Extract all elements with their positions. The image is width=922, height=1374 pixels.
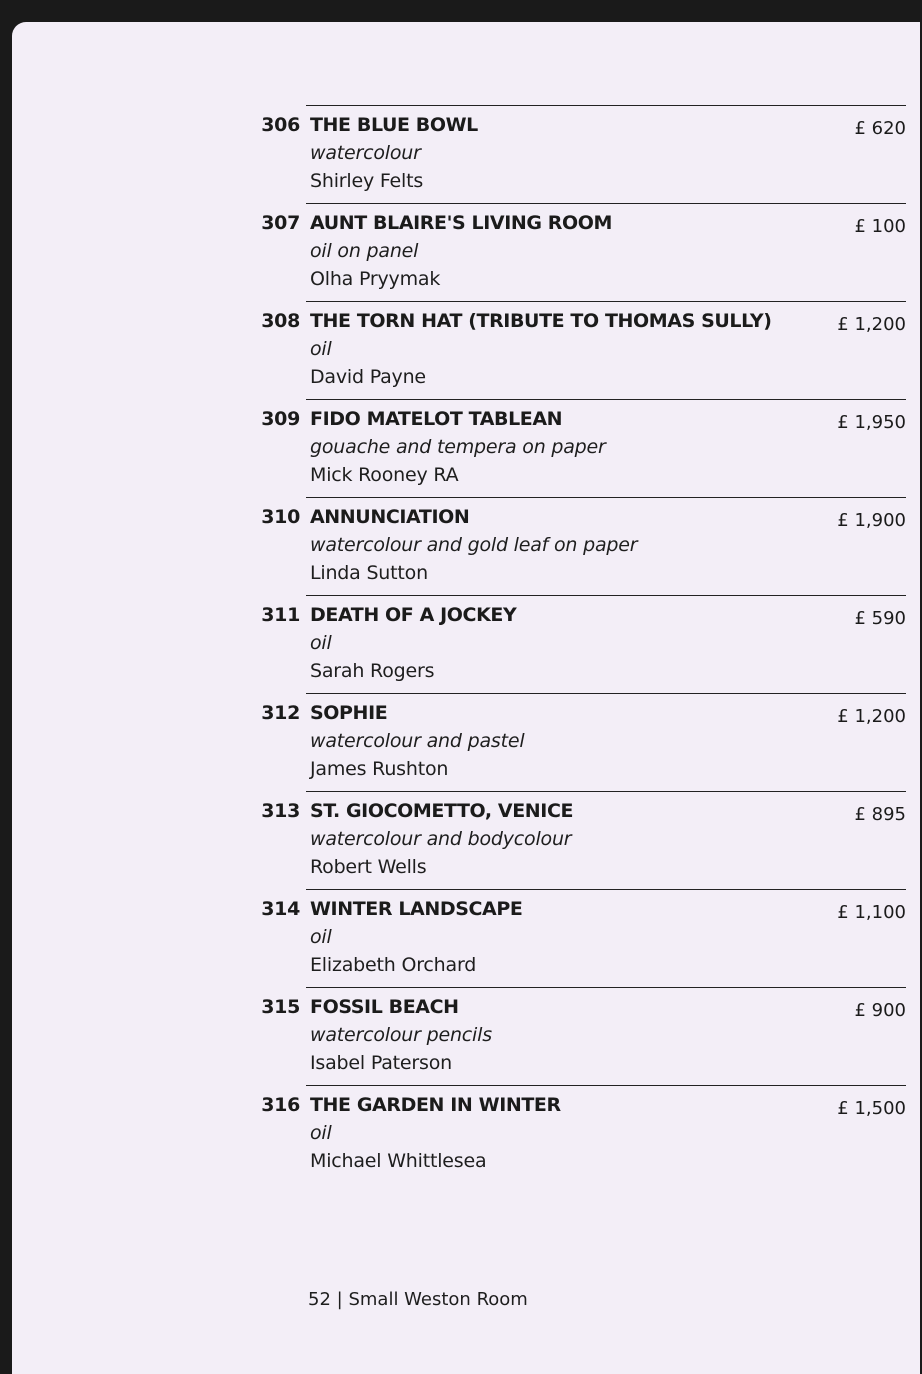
artwork-price: £ 1,900 bbox=[837, 510, 906, 531]
catalogue-entry bbox=[261, 399, 906, 497]
artist-name: Sarah Rogers bbox=[310, 660, 435, 682]
catalogue-entry bbox=[261, 1085, 906, 1183]
artwork-price: £ 100 bbox=[854, 216, 906, 237]
artwork-title: ANNUNCIATION bbox=[310, 506, 470, 528]
artwork-price: £ 1,200 bbox=[837, 706, 906, 727]
artist-name: Linda Sutton bbox=[310, 562, 428, 584]
lot-number: 308 bbox=[261, 310, 300, 332]
catalogue-entry bbox=[261, 595, 906, 693]
lot-number: 316 bbox=[261, 1094, 300, 1116]
lot-number: 315 bbox=[261, 996, 300, 1018]
artwork-price: £ 620 bbox=[854, 118, 906, 139]
catalogue-entry bbox=[261, 203, 906, 301]
footer-separator: | bbox=[336, 1289, 343, 1310]
artwork-price: £ 900 bbox=[854, 1000, 906, 1021]
artist-name: Michael Whittlesea bbox=[310, 1150, 487, 1172]
catalogue-page bbox=[12, 22, 920, 1374]
artwork-medium: oil bbox=[310, 338, 332, 360]
catalogue-entry bbox=[261, 889, 906, 987]
artwork-title: FIDO MATELOT TABLEAN bbox=[310, 408, 563, 430]
artwork-medium: oil bbox=[310, 926, 332, 948]
artwork-title: THE GARDEN IN WINTER bbox=[310, 1094, 561, 1116]
lot-number: 312 bbox=[261, 702, 300, 724]
artwork-title: ST. GIOCOMETTO, VENICE bbox=[310, 800, 574, 822]
artwork-price: £ 1,200 bbox=[837, 314, 906, 335]
artist-name: Olha Pryymak bbox=[310, 268, 441, 290]
artwork-medium: watercolour pencils bbox=[310, 1024, 492, 1046]
lot-number: 309 bbox=[261, 408, 300, 430]
lot-number: 311 bbox=[261, 604, 300, 626]
artwork-medium: watercolour and gold leaf on paper bbox=[310, 534, 638, 556]
catalogue-entry bbox=[261, 791, 906, 889]
artwork-medium: watercolour and pastel bbox=[310, 730, 525, 752]
artwork-price: £ 895 bbox=[854, 804, 906, 825]
artwork-medium: oil bbox=[310, 632, 332, 654]
artwork-price: £ 590 bbox=[854, 608, 906, 629]
artwork-title: FOSSIL BEACH bbox=[310, 996, 459, 1018]
artwork-title: WINTER LANDSCAPE bbox=[310, 898, 523, 920]
artist-name: James Rushton bbox=[310, 758, 449, 780]
artwork-title: THE TORN HAT (TRIBUTE TO THOMAS SULLY) bbox=[310, 310, 772, 332]
catalogue-entry bbox=[261, 497, 906, 595]
catalogue-entry bbox=[261, 693, 906, 791]
artist-name: Mick Rooney RA bbox=[310, 464, 459, 486]
artwork-price: £ 1,950 bbox=[837, 412, 906, 433]
page-footer bbox=[308, 1289, 528, 1310]
page-number: 52 bbox=[308, 1289, 331, 1310]
artwork-medium: gouache and tempera on paper bbox=[310, 436, 606, 458]
artwork-title: AUNT BLAIRE'S LIVING ROOM bbox=[310, 212, 613, 234]
catalogue-entry bbox=[261, 987, 906, 1085]
artwork-price: £ 1,100 bbox=[837, 902, 906, 923]
catalogue-entries bbox=[12, 105, 920, 1183]
lot-number: 306 bbox=[261, 114, 300, 136]
artwork-medium: watercolour and bodycolour bbox=[310, 828, 572, 850]
lot-number: 307 bbox=[261, 212, 300, 234]
section-name: Small Weston Room bbox=[348, 1289, 528, 1310]
artwork-title: SOPHIE bbox=[310, 702, 388, 724]
artwork-price: £ 1,500 bbox=[837, 1098, 906, 1119]
catalogue-entry bbox=[261, 105, 906, 203]
artwork-title: DEATH OF A JOCKEY bbox=[310, 604, 517, 626]
lot-number: 313 bbox=[261, 800, 300, 822]
artist-name: Shirley Felts bbox=[310, 170, 424, 192]
artist-name: Elizabeth Orchard bbox=[310, 954, 477, 976]
artwork-title: THE BLUE BOWL bbox=[310, 114, 478, 136]
artwork-medium: watercolour bbox=[310, 142, 421, 164]
catalogue-entry bbox=[261, 301, 906, 399]
artist-name: Isabel Paterson bbox=[310, 1052, 452, 1074]
artwork-medium: oil bbox=[310, 1122, 332, 1144]
artist-name: David Payne bbox=[310, 366, 426, 388]
lot-number: 314 bbox=[261, 898, 300, 920]
artist-name: Robert Wells bbox=[310, 856, 427, 878]
lot-number: 310 bbox=[261, 506, 300, 528]
artwork-medium: oil on panel bbox=[310, 240, 419, 262]
